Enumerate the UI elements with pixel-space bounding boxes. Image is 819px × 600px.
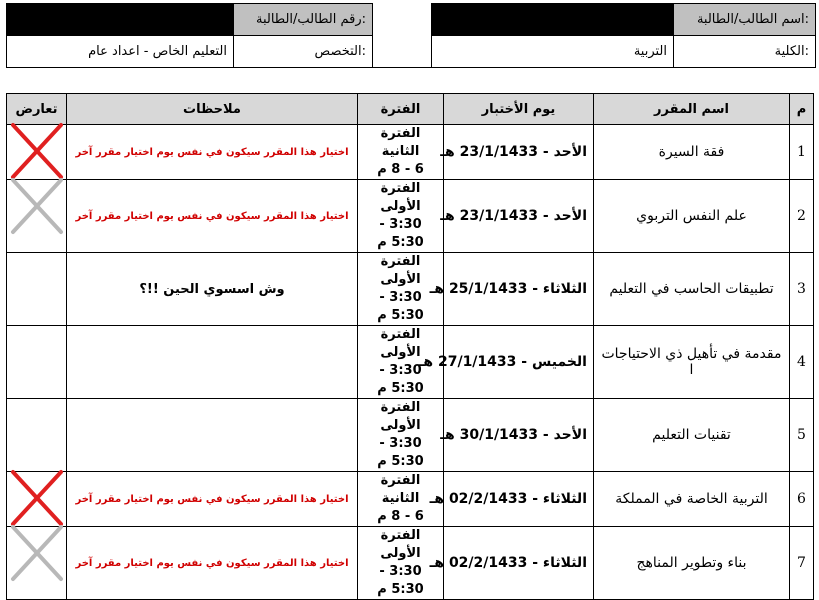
period-time: 3:30 - 5:30 م xyxy=(377,436,424,469)
period-time: 3:30 - 5:30 م xyxy=(377,290,424,323)
row-number-cell: 3 xyxy=(790,253,814,326)
col-header-course: اسم المقرر xyxy=(594,94,790,125)
period-name: الفترة الثانية xyxy=(380,473,421,506)
period-time: 3:30 - 5:30 م xyxy=(377,217,424,250)
exam-date-cell: الثلاثاء - 02/2/1433 هـ xyxy=(444,527,594,600)
college-label: الكلية: xyxy=(674,36,816,68)
course-name-cell: علم النفس التربوي xyxy=(594,180,790,253)
conflict-cell xyxy=(7,527,67,600)
row-number-cell: 7 xyxy=(790,527,814,600)
course-name-cell: تطبيقات الحاسب في التعليم xyxy=(594,253,790,326)
period-time: 3:30 - 5:30 م xyxy=(377,564,424,597)
period-name: الفترة الأولى xyxy=(380,528,421,561)
exam-schedule-table xyxy=(6,93,814,600)
notes-cell: اختيار هذا المقرر سيكون في نفس يوم اختيار مقرر آخر xyxy=(67,180,358,253)
conflict-cell xyxy=(7,125,67,180)
college-value: التربية xyxy=(432,36,674,68)
col-header-num: م xyxy=(790,94,814,125)
notes-cell: اختيار هذا المقرر سيكون في نفس يوم اختيار مقرر آخر xyxy=(67,527,358,600)
row-number-cell: 6 xyxy=(790,472,814,527)
exam-date-cell: الثلاثاء - 02/2/1433 هـ xyxy=(444,472,594,527)
period-name: الفترة الأولى xyxy=(380,400,421,433)
course-name-cell: فقة السيرة xyxy=(594,125,790,180)
notes-cell: اختيار هذا المقرر سيكون في نفس يوم اختيار مقرر آخر xyxy=(67,472,358,527)
conflict-cell xyxy=(7,326,67,399)
course-name-cell: التربية الخاصة في المملكة xyxy=(594,472,790,527)
conflict-x-icon xyxy=(9,121,65,181)
period-name: الفترة الثانية xyxy=(380,126,421,159)
period-cell xyxy=(358,125,444,180)
exam-date-cell: الأحد - 23/1/1433 هـ xyxy=(444,180,594,253)
table-row xyxy=(7,253,814,326)
period-name: الفترة الأولى xyxy=(380,254,421,287)
student-info-table xyxy=(6,3,816,68)
exam-date-cell: الثلاثاء - 25/1/1433 هـ xyxy=(444,253,594,326)
conflict-x-icon xyxy=(9,523,65,583)
col-header-conflict: تعارض xyxy=(7,94,67,125)
row-number-cell: 2 xyxy=(790,180,814,253)
conflict-cell xyxy=(7,180,67,253)
period-cell xyxy=(358,399,444,472)
col-header-notes: ملاحظات xyxy=(67,94,358,125)
period-time: 3:30 - 5:30 م xyxy=(377,363,424,396)
major-value: التعليم الخاص - اعداد عام xyxy=(7,36,234,68)
notes-cell: اختيار هذا المقرر سيكون في نفس يوم اختيار مقرر آخر xyxy=(67,125,358,180)
header-spacer-2 xyxy=(373,36,432,68)
table-row xyxy=(7,180,814,253)
conflict-x-icon xyxy=(9,468,65,528)
conflict-cell xyxy=(7,399,67,472)
row-number-cell: 5 xyxy=(790,399,814,472)
conflict-cell xyxy=(7,472,67,527)
course-name-cell: بناء وتطوير المناهج xyxy=(594,527,790,600)
notes-cell xyxy=(67,399,358,472)
exam-date-cell: الأحد - 23/1/1433 هـ xyxy=(444,125,594,180)
row-number-cell: 1 xyxy=(790,125,814,180)
course-name-cell: مقدمة في تأهيل ذي الاحتياجات ا xyxy=(594,326,790,399)
student-id-value xyxy=(7,4,234,36)
period-time: 6 - 8 م xyxy=(377,509,424,524)
period-name: الفترة الأولى xyxy=(380,327,421,360)
period-cell xyxy=(358,180,444,253)
table-row xyxy=(7,399,814,472)
exam-date-cell: الأحد - 30/1/1433 هـ xyxy=(444,399,594,472)
table-header-row xyxy=(7,94,814,125)
col-header-period: الفترة xyxy=(358,94,444,125)
course-name-cell: تقنيات التعليم xyxy=(594,399,790,472)
col-header-date: يوم الأختبار xyxy=(444,94,594,125)
student-name-label: اسم الطالب/الطالبة: xyxy=(674,4,816,36)
table-row xyxy=(7,326,814,399)
table-row xyxy=(7,472,814,527)
notes-cell xyxy=(67,326,358,399)
table-row xyxy=(7,125,814,180)
conflict-cell xyxy=(7,253,67,326)
period-time: 6 - 8 م xyxy=(377,162,424,177)
exam-date-cell: الخميس - 27/1/1433 هـ xyxy=(444,326,594,399)
row-number-cell: 4 xyxy=(790,326,814,399)
period-name: الفترة الأولى xyxy=(380,181,421,214)
notes-cell: وش اسسوي الحين !!؟ xyxy=(67,253,358,326)
student-id-label: رقم الطالب/الطالبة: xyxy=(234,4,373,36)
table-row xyxy=(7,527,814,600)
major-label: التخصص: xyxy=(234,36,373,68)
header-spacer xyxy=(373,4,432,36)
student-name-value xyxy=(432,4,674,36)
conflict-x-icon xyxy=(9,176,65,236)
